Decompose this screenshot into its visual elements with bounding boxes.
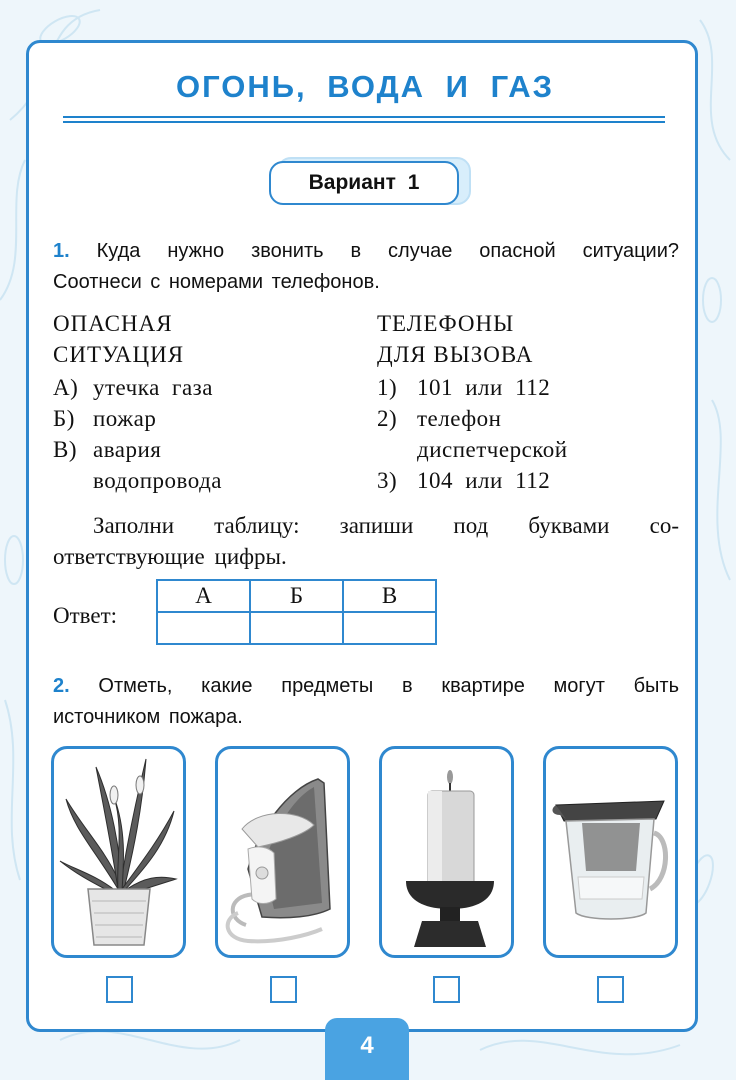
situation-marker: В) <box>53 437 77 462</box>
phone-marker: 2) <box>377 406 398 431</box>
task2-text-line1: Отметь, какие предметы в квартире могут быть <box>98 675 679 697</box>
water-filter-jug-icon <box>546 749 675 955</box>
situations-column <box>53 308 353 496</box>
item-card-houseplant <box>51 746 186 958</box>
title-rule-bottom <box>63 121 665 123</box>
task1-number: 1. <box>53 240 70 262</box>
item-card-candle <box>379 746 514 958</box>
task1-question <box>53 236 679 298</box>
right-heading-line2: ДЛЯ ВЫЗОВА <box>377 342 534 367</box>
answer-cell-v[interactable] <box>343 612 436 644</box>
task1-text-line2: Соотнеси с номерами телефонов. <box>53 271 380 293</box>
title-rule-top <box>63 116 665 118</box>
fill-instruction-line1: Заполни таблицу: запиши под буквами со- <box>93 513 679 538</box>
worksheet-frame <box>26 40 698 1032</box>
phone-text: 101 или 112 <box>417 375 551 400</box>
phone-text: телефон <box>417 406 502 431</box>
checkbox-iron[interactable] <box>270 976 297 1003</box>
situation-text: водопровода <box>93 468 223 493</box>
variant-label: Вариант 1 <box>269 161 459 205</box>
answer-header-v: В <box>343 580 436 612</box>
left-heading-line2: СИТУАЦИЯ <box>53 342 185 367</box>
situation-item <box>53 372 353 403</box>
right-heading-line1: ТЕЛЕФОНЫ <box>377 311 515 336</box>
answer-header-a: А <box>157 580 250 612</box>
phone-item <box>377 403 677 434</box>
fill-instruction-line2: ответствующие цифры. <box>53 544 287 569</box>
situation-marker: А) <box>53 375 79 400</box>
situation-text: пожар <box>93 406 157 431</box>
answer-label: Ответ: <box>53 603 118 628</box>
situation-marker: Б) <box>53 406 75 431</box>
phone-item <box>377 372 677 403</box>
situation-item <box>53 434 353 465</box>
phone-marker: 1) <box>377 375 398 400</box>
page-title: ОГОНЬ, ВОДА И ГАЗ <box>175 69 554 104</box>
task2-question <box>53 671 679 733</box>
situation-text: утечка газа <box>93 375 213 400</box>
task2-number: 2. <box>53 675 70 697</box>
phone-marker: 3) <box>377 468 398 493</box>
phones-column <box>377 308 677 496</box>
left-heading-line1: ОПАСНАЯ <box>53 311 173 336</box>
task1-text-line1: Куда нужно звонить в случае опасной ситуации? <box>96 240 680 262</box>
page-number: 4 <box>325 1018 409 1080</box>
phone-text: 104 или 112 <box>417 468 551 493</box>
situation-item <box>53 403 353 434</box>
checkbox-candle[interactable] <box>433 976 460 1003</box>
phone-item-continuation <box>377 434 677 465</box>
answer-cell-b[interactable] <box>250 612 343 644</box>
answer-cell-a[interactable] <box>157 612 250 644</box>
checkbox-water-filter[interactable] <box>597 976 624 1003</box>
answer-header-b: Б <box>250 580 343 612</box>
candle-icon <box>382 749 511 955</box>
item-card-water-filter <box>543 746 678 958</box>
iron-icon <box>218 749 347 955</box>
situation-item-continuation <box>53 465 353 496</box>
phone-item <box>377 465 677 496</box>
item-card-iron <box>215 746 350 958</box>
houseplant-icon <box>54 749 183 955</box>
phone-text: диспетчерской <box>417 437 568 462</box>
answer-table <box>156 579 437 645</box>
checkbox-houseplant[interactable] <box>106 976 133 1003</box>
task2-text-line2: источником пожара. <box>53 706 243 728</box>
situation-text: авария <box>93 437 162 462</box>
